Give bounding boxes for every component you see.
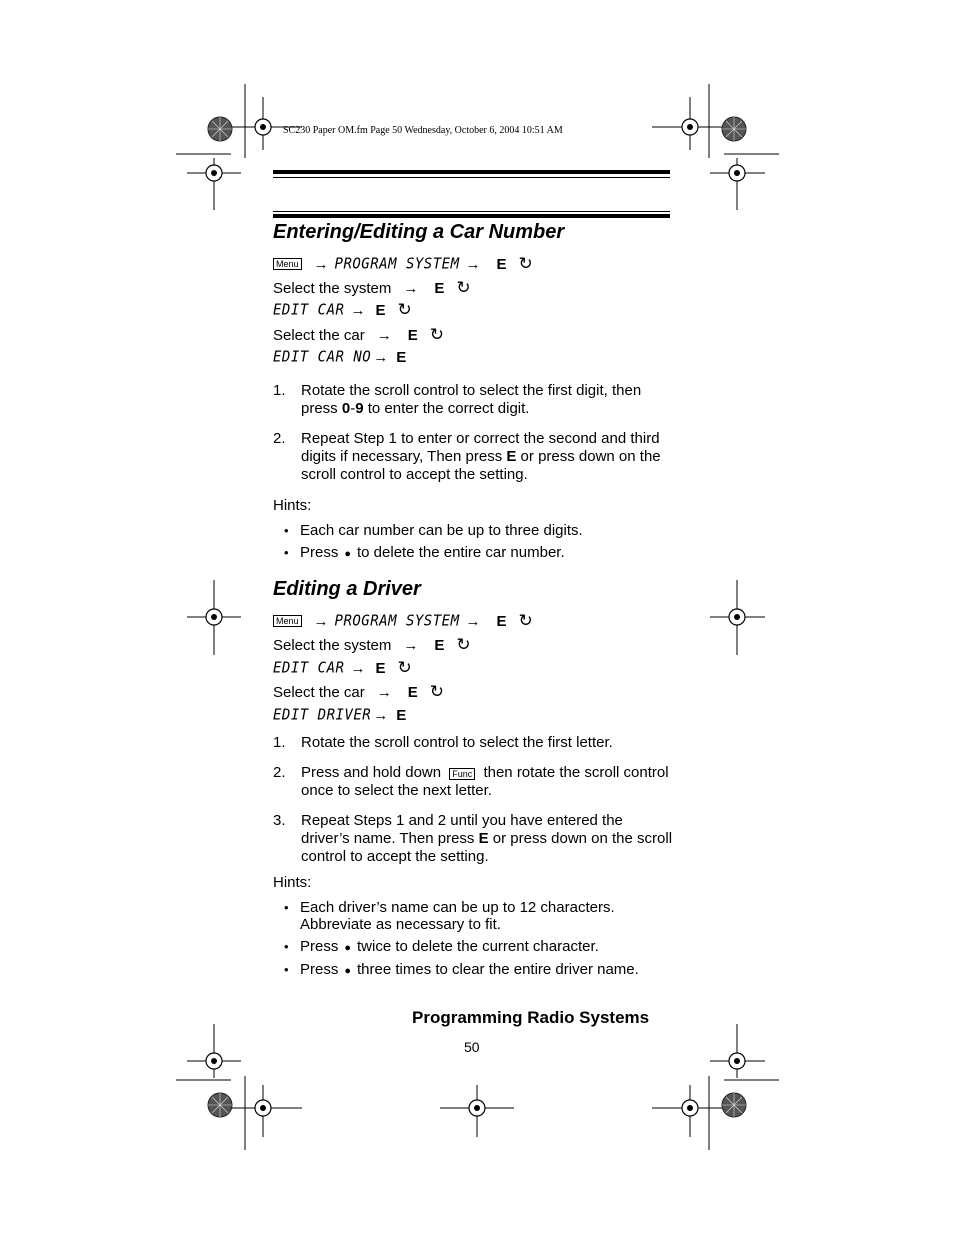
- rotate-scroll-icon: ↻: [429, 682, 444, 701]
- dot-key-icon: ●: [344, 548, 351, 560]
- sequence-line-select-system: [273, 278, 471, 298]
- sequence-line-select-car: [273, 682, 444, 702]
- step-number: 3.: [273, 812, 286, 829]
- step-number: 2.: [273, 430, 286, 447]
- arrow-icon: →: [376, 326, 392, 344]
- step-text: Repeat Step 1 to enter or correct the second and third digits if necessary, Then press E or press down on the scroll control to accept the setting.: [301, 430, 661, 483]
- select-car-text: Select the car: [273, 683, 365, 701]
- sequence-line-menu: [273, 611, 533, 631]
- file-header-note: SC230 Paper OM.fm Page 50 Wednesday, October 6, 2004 10:51 AM: [283, 125, 563, 136]
- hints-label: Hints:: [273, 874, 312, 891]
- section-rule-thin: [273, 211, 670, 212]
- step-text: Repeat Steps 1 and 2 until you have entered the driver’s name. Then press E or press down on the scroll control to accept the setting.: [301, 812, 673, 865]
- section-title-car-number: Entering/Editing a Car Number: [273, 221, 565, 243]
- bullet-icon: •: [284, 523, 289, 538]
- menu-key: Menu: [273, 615, 302, 627]
- arrow-icon: →: [403, 636, 419, 654]
- arrow-icon: →: [373, 706, 389, 724]
- step-number: 2.: [273, 764, 286, 781]
- rotate-scroll-icon: ↻: [518, 611, 533, 630]
- select-system-text: Select the system: [273, 636, 392, 654]
- bullet-icon: •: [284, 900, 289, 915]
- arrow-icon: →: [376, 683, 392, 701]
- rotate-scroll-icon: ↻: [456, 278, 471, 297]
- e-key: E: [407, 326, 418, 344]
- select-system-text: Select the system: [273, 279, 392, 297]
- sequence-line-menu: [273, 254, 533, 274]
- dot-key-icon: ●: [344, 965, 351, 977]
- step-text: Rotate the scroll control to select the first letter.: [301, 734, 613, 751]
- e-key: E: [496, 612, 507, 630]
- section-title-driver: Editing a Driver: [273, 578, 421, 600]
- lcd-edit-car: EDIT CAR: [273, 301, 345, 319]
- rotate-scroll-icon: ↻: [518, 254, 533, 273]
- step-number: 1.: [273, 382, 286, 399]
- e-key: E: [396, 706, 407, 724]
- rotate-scroll-icon: ↻: [397, 300, 412, 319]
- rotate-scroll-icon: ↻: [456, 635, 471, 654]
- hints-label: Hints:: [273, 497, 312, 514]
- e-key: E: [434, 636, 445, 654]
- arrow-icon: →: [313, 612, 329, 630]
- arrow-icon: →: [350, 301, 366, 319]
- bullet-icon: •: [284, 939, 289, 954]
- arrow-icon: →: [465, 255, 481, 273]
- section-rule-thick: [273, 214, 670, 218]
- lcd-program-system: PROGRAM SYSTEM: [334, 612, 460, 630]
- menu-key: Menu: [273, 258, 302, 270]
- sequence-line-edit-car: [273, 300, 412, 320]
- footer-chapter-title: Programming Radio Systems: [412, 1008, 650, 1027]
- rotate-scroll-icon: ↻: [397, 658, 412, 677]
- sequence-line-edit-driver: [273, 705, 416, 725]
- arrow-icon: →: [350, 659, 366, 677]
- e-key: E: [396, 348, 407, 366]
- sequence-line-edit-car: [273, 658, 412, 678]
- header-rule-thick: [273, 170, 670, 174]
- arrow-icon: →: [465, 612, 481, 630]
- func-key: Func: [449, 768, 475, 780]
- dot-key-icon: ●: [344, 942, 351, 954]
- page-number: 50: [464, 1039, 480, 1055]
- lcd-program-system: PROGRAM SYSTEM: [334, 255, 460, 273]
- e-key: E: [407, 683, 418, 701]
- rotate-scroll-icon: ↻: [429, 325, 444, 344]
- lcd-edit-car: EDIT CAR: [273, 659, 345, 677]
- arrow-icon: →: [403, 279, 419, 297]
- lcd-edit-driver: EDIT DRIVER: [273, 706, 372, 724]
- header-rule-thin: [273, 177, 670, 178]
- arrow-icon: →: [313, 255, 329, 273]
- lcd-edit-car-no: EDIT CAR NO: [273, 348, 372, 366]
- select-car-text: Select the car: [273, 326, 365, 344]
- step-text: Press and hold down Func then rotate the scroll control once to select the next letter.: [301, 764, 669, 799]
- sequence-line-edit-car-no: [273, 347, 416, 367]
- e-key: E: [434, 279, 445, 297]
- step-number: 1.: [273, 734, 286, 751]
- sequence-line-select-car: [273, 325, 444, 345]
- arrow-icon: →: [373, 348, 389, 366]
- e-key: E: [375, 659, 386, 677]
- sequence-line-select-system: [273, 635, 471, 655]
- step-text: Rotate the scroll control to select the first digit, then press 0-9 to enter the correct digit.: [301, 382, 642, 417]
- e-key: E: [375, 301, 386, 319]
- e-key: E: [496, 255, 507, 273]
- bullet-icon: •: [284, 962, 289, 977]
- bullet-icon: •: [284, 545, 289, 560]
